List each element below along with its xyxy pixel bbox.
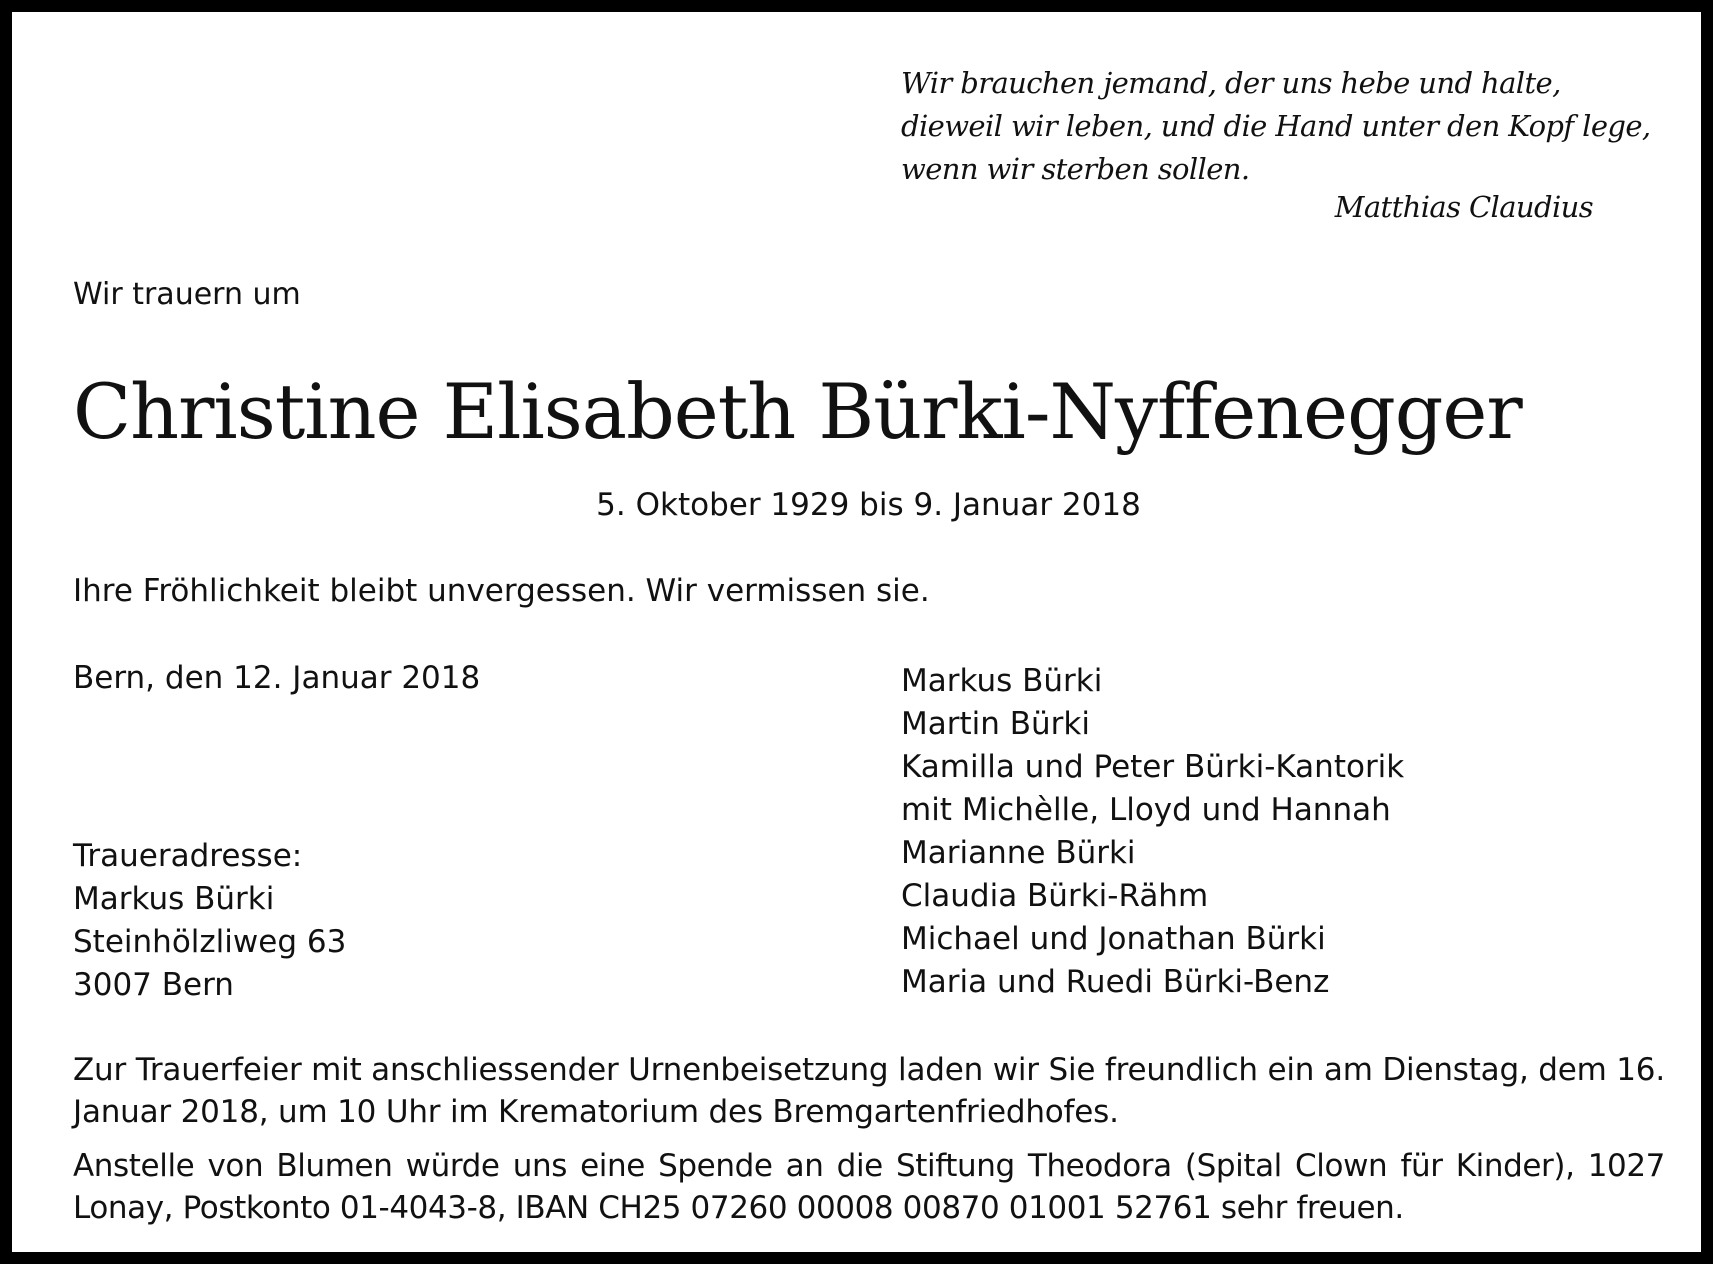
intro-text: Wir trauern um: [73, 277, 301, 312]
mourner: Maria und Ruedi Bürki-Benz: [901, 964, 1330, 1000]
address-label: Traueradresse:: [73, 838, 303, 874]
donation-paragraph: Anstelle von Blumen würde uns eine Spende an die Stiftung Theodora (Spital Clown für Kinder), 1027 Lonay, Postkonto 01-4043-8, IBAN CH25 07260 00008 00870 01001 52761 sehr freuen.: [73, 1148, 1665, 1226]
deceased-name: Christine Elisabeth Bürki-Nyffenegger: [73, 367, 1522, 456]
quote-line: Wir brauchen jemand, der uns hebe und halte,: [901, 66, 1561, 100]
mourner: Kamilla und Peter Bürki-Kantorik: [901, 749, 1405, 785]
life-dates: 5. Oktober 1929 bis 9. Januar 2018: [596, 487, 1141, 523]
ceremony-paragraph: Zur Trauerfeier mit anschliessender Urnenbeisetzung laden wir Sie freundlich ein am Dienstag, dem 16. Januar 2018, um 10 Uhr im Krematorium des Bremgartenfriedhofes.: [73, 1052, 1665, 1130]
mourner: Marianne Bürki: [901, 835, 1136, 871]
quote: [901, 62, 1651, 191]
quote-line: wenn wir sterben sollen.: [901, 152, 1250, 186]
quote-author: Matthias Claudius: [1334, 190, 1593, 224]
mourner: Martin Bürki: [901, 706, 1090, 742]
mourner: mit Michèlle, Lloyd und Hannah: [901, 792, 1391, 828]
mourner: Michael und Jonathan Bürki: [901, 921, 1326, 957]
address-street: Steinhölzliweg 63: [73, 924, 347, 960]
address-name: Markus Bürki: [73, 881, 275, 917]
mourners-list: [901, 660, 1404, 1004]
quote-line: dieweil wir leben, und die Hand unter den Kopf lege,: [901, 109, 1651, 143]
memorial-saying: Ihre Fröhlichkeit bleibt unvergessen. Wir vermissen sie.: [73, 573, 930, 609]
mourner: Claudia Bürki-Rähm: [901, 878, 1209, 914]
place-date: Bern, den 12. Januar 2018: [73, 660, 481, 696]
mourner: Markus Bürki: [901, 663, 1103, 699]
address-city: 3007 Bern: [73, 967, 234, 1003]
mourning-address: [73, 835, 346, 1007]
